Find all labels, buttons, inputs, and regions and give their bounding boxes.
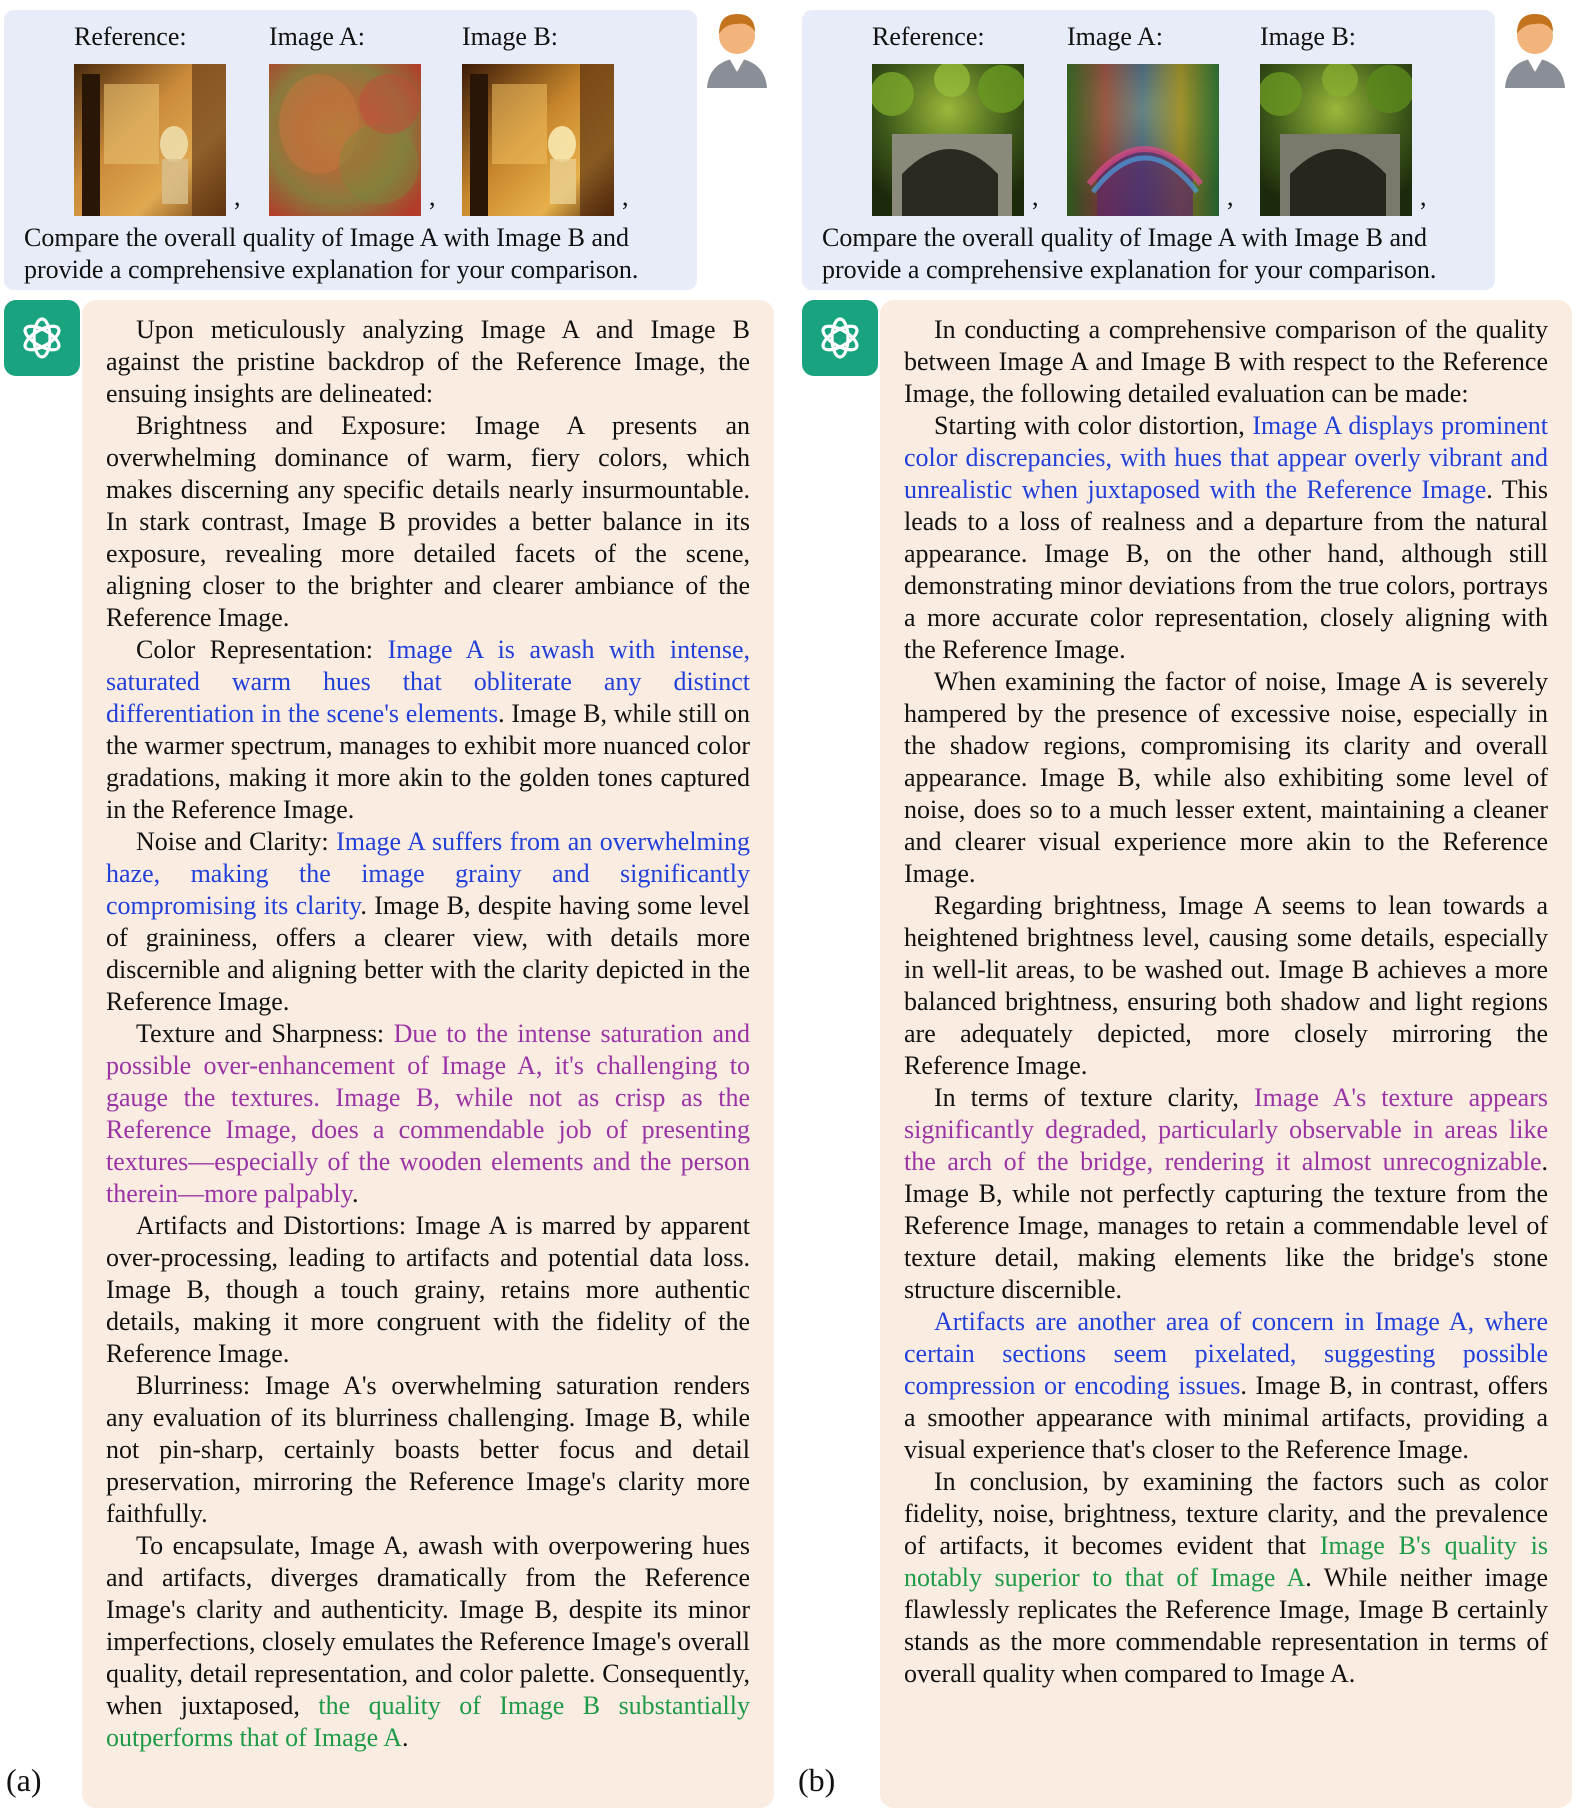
- image-a: [269, 64, 421, 216]
- response-paragraph: [904, 1082, 1548, 1306]
- image-b: [1260, 64, 1412, 216]
- highlighted-text: Artifacts are another area of concern in Image A, where certain sections seem pixelated, suggesting possible compression or encoding issues: [904, 1307, 1548, 1400]
- reference-image: [74, 64, 226, 216]
- response-paragraph: [904, 1306, 1548, 1466]
- comma: ,: [429, 182, 436, 211]
- response-paragraph: [106, 826, 750, 1018]
- text-segment: When examining the factor of noise, Image A is severely hampered by the presence of excessive noise, especially in the shadow regions, compromising its clarity and overall appearance. Image B, while also exhibiting some level of noise, does so to a much lesser extent, maintaining a cleaner and clearer visual experience more akin to the Reference Image.: [904, 667, 1548, 888]
- text-segment: Color Representation:: [136, 635, 388, 664]
- response-text: [904, 314, 1548, 1690]
- highlighted-text: Image A suffers from an overwhelming haze, making the image grainy and significantly compromising its clarity: [106, 827, 750, 920]
- response-paragraph: [904, 666, 1548, 890]
- image-a: [1067, 64, 1219, 216]
- prompt-text: Compare the overall quality of Image A with Image B and provide a comprehensive explanation for your comparison.: [822, 223, 1437, 284]
- response-paragraph: [904, 1466, 1548, 1690]
- response-paragraph: [106, 410, 750, 634]
- highlighted-text: Due to the intense saturation and possible over-enhancement of Image A, it's challenging to gauge the textures. Image B, while not as crisp as the Reference Image, does a commendable job of presenting textures—especially of the wooden elements and the person therein—more palpably: [106, 1019, 750, 1208]
- highlighted-text: Image A's texture appears significantly degraded, particularly observable in areas like the arch of the bridge, rendering it almost unrecognizable: [904, 1083, 1548, 1176]
- image-b-label: Image B:: [462, 22, 559, 51]
- image-b-label: Image B:: [1260, 22, 1357, 51]
- reference-column: [74, 22, 241, 221]
- response-paragraph: [904, 314, 1548, 410]
- reference-column: [872, 22, 1039, 221]
- text-segment: In terms of texture clarity,: [934, 1083, 1254, 1112]
- response-paragraph: [106, 1018, 750, 1210]
- image-a-column: [269, 22, 436, 221]
- response-box: [880, 300, 1572, 1808]
- comma: ,: [1032, 182, 1039, 211]
- text-segment: To encapsulate, Image A, awash with overpowering hues and artifacts, diverges dramatically from the Reference Image's clarity and authenticity. Image B, despite its minor imperfections, closely emulates the Reference Image's overall quality, detail representation, and color palette. Consequently, when juxtaposed,: [106, 1531, 750, 1720]
- text-segment: Starting with color distortion,: [934, 411, 1253, 440]
- panel-label: (a): [6, 1762, 42, 1798]
- text-segment: Artifacts and Distortions: Image A is marred by apparent over-processing, leading to artifacts and potential data loss. Image B, though a touch grainy, retains more authentic details, making it more congruent with the fidelity of the Reference Image.: [106, 1211, 750, 1368]
- response-paragraph: [106, 1530, 750, 1754]
- reference-label: Reference:: [872, 22, 985, 51]
- panel-b: [798, 0, 1578, 1818]
- response-paragraph: [904, 890, 1548, 1082]
- text-segment: In conclusion, by examining the factors such as color fidelity, noise, brightness, texture clarity, and the prevalence of artifacts, it becomes evident that: [904, 1467, 1548, 1560]
- image-a-label: Image A:: [1067, 22, 1164, 51]
- text-segment: . Image B, in contrast, offers a smoother appearance with minimal artifacts, providing a visual experience that's closer to the Reference Image.: [904, 1371, 1548, 1464]
- panel-label: (b): [798, 1762, 836, 1798]
- text-segment: In conducting a comprehensive comparison of the quality between Image A and Image B with respect to the Reference Image, the following detailed evaluation can be made:: [904, 315, 1548, 408]
- text-segment: Noise and Clarity:: [136, 827, 337, 856]
- prompt-box: [802, 10, 1495, 290]
- comma: ,: [1227, 182, 1234, 211]
- comma: ,: [1420, 182, 1427, 211]
- text-segment: . This leads to a loss of realness and a departure from the natural appearance. Image B, on the other hand, although still demonstrating minor deviations from the true colors, portrays a more accurate color representation, closely aligning with the Reference Image.: [904, 475, 1548, 664]
- text-segment: Blurriness: Image A's overwhelming saturation renders any evaluation of its blurriness challenging. Image B, while not pin-sharp, certainly boasts better focus and detail preservation, mirroring the Reference Image's clarity more faithfully.: [106, 1371, 750, 1528]
- user-avatar-icon: [1503, 8, 1567, 88]
- text-segment: . Image B, while still on the warmer spectrum, manages to exhibit more nuanced color gradations, making it more akin to the golden tones captured in the Reference Image.: [106, 699, 750, 824]
- prompt-text: Compare the overall quality of Image A with Image B and provide a comprehensive explanation for your comparison.: [24, 223, 639, 284]
- comma: ,: [234, 182, 241, 211]
- image-a-label: Image A:: [269, 22, 366, 51]
- text-segment: Upon meticulously analyzing Image A and Image B against the pristine backdrop of the Reference Image, the ensuing insights are delineated:: [106, 315, 750, 408]
- highlighted-text: Image A displays prominent color discrepancies, with hues that appear overly vibrant and unrealistic when juxtaposed with the Reference Image: [904, 411, 1548, 504]
- image-b-column: [462, 22, 629, 221]
- user-avatar-icon: [705, 8, 769, 88]
- response-paragraph: [106, 634, 750, 826]
- text-segment: Regarding brightness, Image A seems to lean towards a heightened brightness level, causing some details, especially in well-lit areas, to be washed out. Image B achieves a more balanced brightness, ensuring both shadow and light regions are adequately depicted, more closely mirroring the Reference Image.: [904, 891, 1548, 1080]
- reference-label: Reference:: [74, 22, 187, 51]
- text-segment: .: [351, 1179, 359, 1208]
- comma: ,: [622, 182, 629, 211]
- prompt-box: [4, 10, 697, 290]
- chatgpt-logo-icon: [802, 300, 878, 376]
- image-a-column: [1067, 22, 1234, 221]
- highlighted-text: the quality of Image B substantially outperforms that of Image A: [106, 1691, 751, 1752]
- image-b: [462, 64, 614, 216]
- response-paragraph: [106, 1370, 750, 1530]
- highlighted-text: Image A is awash with intense, saturated warm hues that obliterate any distinct differentiation in the scene's elements: [106, 635, 750, 728]
- response-paragraph: [106, 1210, 750, 1370]
- response-text: [106, 314, 750, 1754]
- text-segment: . Image B, while not perfectly capturing the texture from the Reference Image, manages to retain a commendable level of texture detail, making elements like the bridge's stone structure discernible.: [904, 1147, 1548, 1304]
- reference-image: [872, 64, 1024, 216]
- image-b-column: [1260, 22, 1427, 221]
- text-segment: . Image B, despite having some level of graininess, offers a clearer view, with details more discernible and aligning better with the clarity depicted in the Reference Image.: [106, 891, 750, 1016]
- response-paragraph: [106, 314, 750, 410]
- text-segment: .: [402, 1723, 409, 1752]
- highlighted-text: Image B's quality is notably superior to that of Image A: [904, 1531, 1548, 1592]
- text-segment: Texture and Sharpness:: [136, 1019, 394, 1048]
- text-segment: . While neither image flawlessly replicates the Reference Image, Image B certainly stands as the more commendable representation in terms of overall quality when compared to Image A.: [904, 1563, 1548, 1688]
- response-paragraph: [904, 410, 1548, 666]
- text-segment: Brightness and Exposure: Image A presents an overwhelming dominance of warm, fiery colors, which makes discerning any specific details nearly insurmountable. In stark contrast, Image B provides a better balance in its exposure, revealing more detailed facets of the scene, aligning closer to the brighter and clearer ambiance of the Reference Image.: [106, 411, 750, 632]
- chatgpt-logo-icon: [4, 300, 80, 376]
- response-box: [82, 300, 774, 1808]
